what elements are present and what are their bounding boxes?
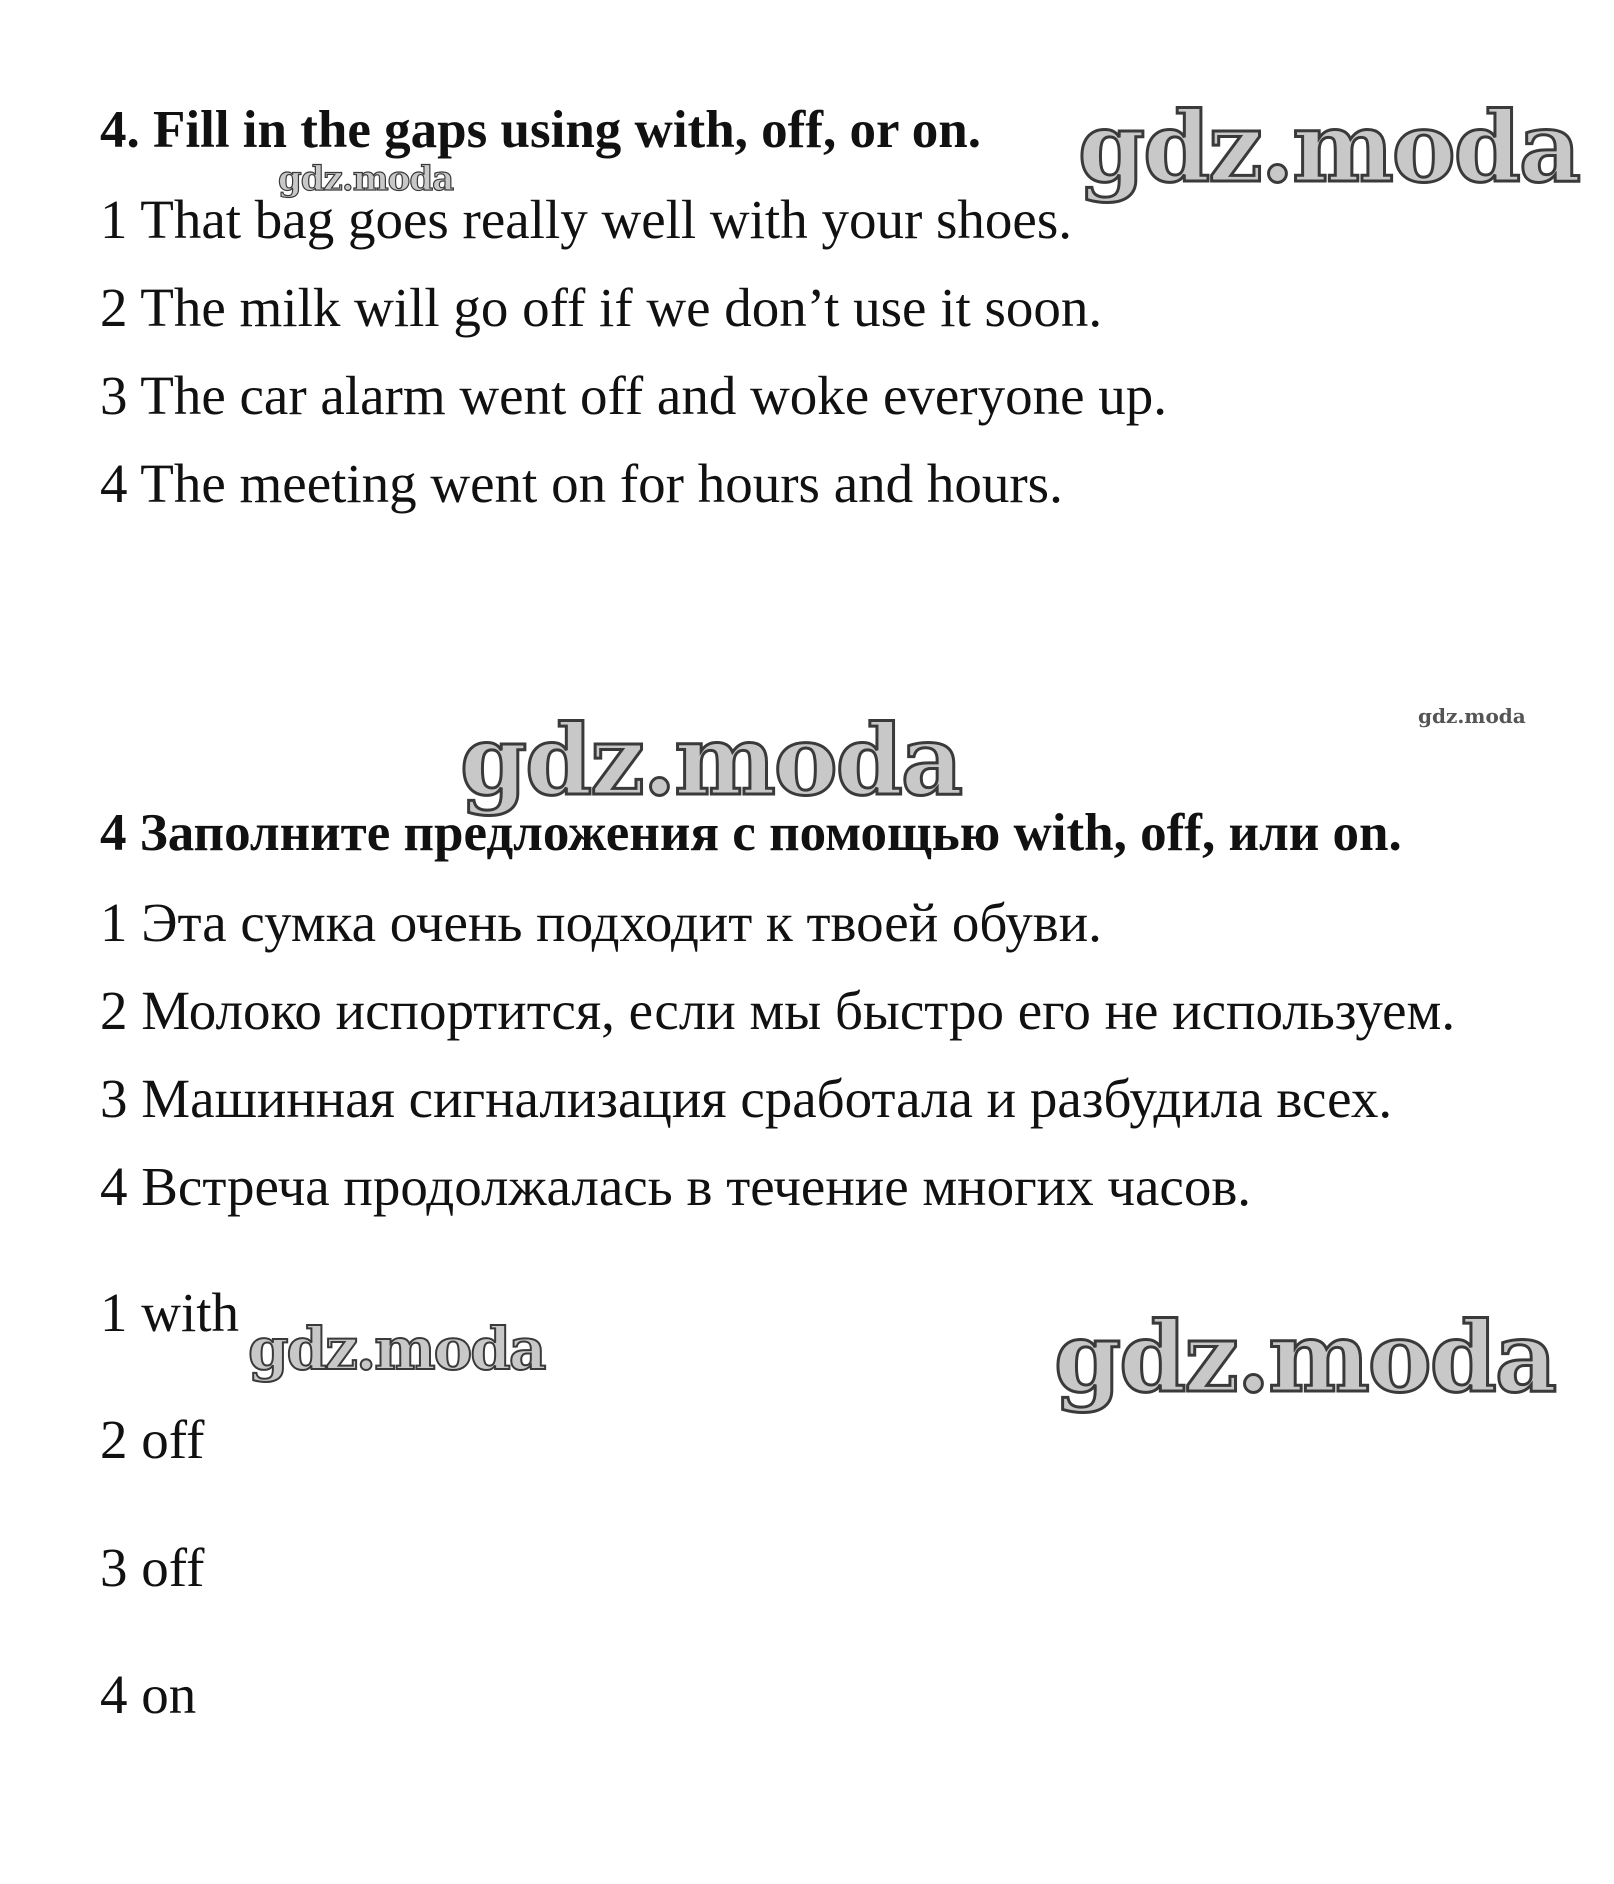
answer-4: 4 on — [100, 1664, 197, 1725]
russian-sentence-1: 1 Эта сумка очень подходит к твоей обуви. — [100, 892, 1102, 953]
watermark-middle: gdz.moda — [460, 704, 962, 817]
answer-3: 3 off — [100, 1537, 205, 1598]
watermark-tiny: gdz.moda — [1418, 704, 1526, 728]
english-sentence-3: 3 The car alarm went off and woke everyone up. — [100, 365, 1167, 426]
russian-sentence-4: 4 Встреча продолжалась в течение многих часов. — [100, 1156, 1252, 1217]
watermark-top-right: gdz.moda — [1078, 91, 1580, 204]
watermark-answers-left: gdz.moda — [248, 1315, 545, 1383]
russian-heading: 4 Заполните предложения с помощью with, off, или on. — [100, 804, 1402, 862]
russian-sentence-2: 2 Молоко испортится, если мы быстро его не используем. — [100, 980, 1456, 1041]
answer-1: 1 with — [100, 1282, 240, 1343]
english-sentence-2: 2 The milk will go off if we don’t use it soon. — [100, 277, 1103, 338]
watermark-top-small: gdz.moda — [278, 159, 454, 199]
english-sentence-1: 1 That bag goes really well with your shoes. — [100, 189, 1072, 250]
english-heading: 4. Fill in the gaps using with, off, or on. — [100, 101, 982, 159]
answer-2: 2 off — [100, 1409, 205, 1470]
english-sentence-4: 4 The meeting went on for hours and hours. — [100, 453, 1063, 514]
russian-sentence-3: 3 Машинная сигнализация сработала и разбудила всех. — [100, 1068, 1393, 1129]
watermark-answers-right: gdz.moda — [1054, 1301, 1556, 1414]
